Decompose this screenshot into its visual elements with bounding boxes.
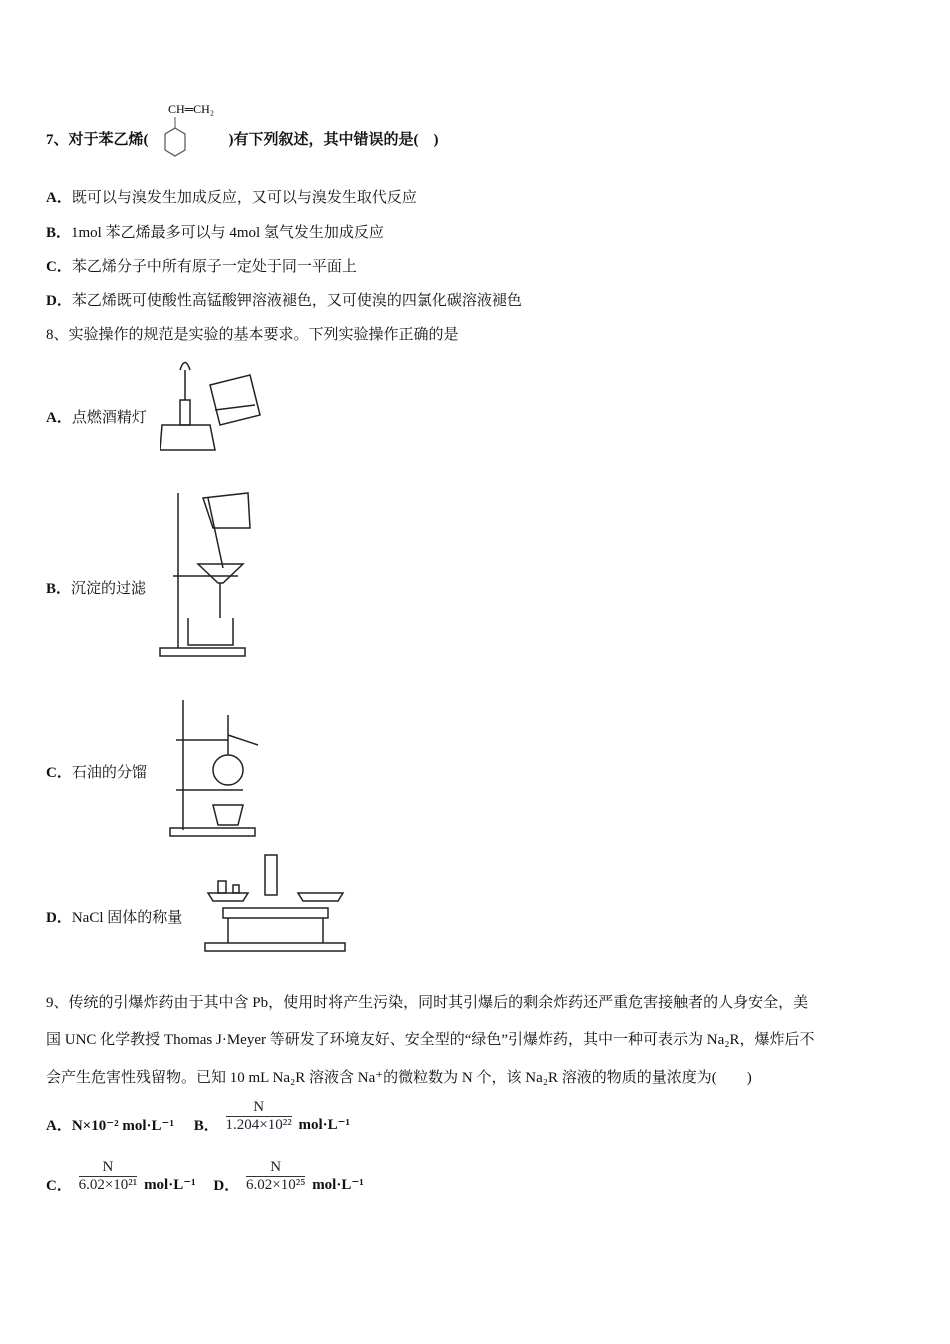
text: N <box>79 1159 138 1177</box>
q8-option-d <box>46 906 182 927</box>
q7-option-c <box>46 255 357 276</box>
text: C． <box>46 765 72 781</box>
text: 苯乙烯分子中所有原子一定处于同一平面上 <box>71 259 357 275</box>
text: N <box>246 1159 305 1177</box>
q9-option-c-fraction <box>79 1159 138 1194</box>
text: 点燃酒精灯 <box>71 410 147 426</box>
q7-prefix: 7、对于苯乙烯( <box>46 132 149 148</box>
text: 既可以与溴发生加成反应，又可以与溴发生取代反应 <box>71 190 417 206</box>
q9-option-d-letter: D． <box>213 1178 240 1194</box>
styrene-label: CH═CH₂ <box>168 102 215 116</box>
q7-option-d <box>46 289 522 310</box>
text: N×10⁻² mol·L⁻¹ <box>71 1118 174 1134</box>
q9-line-1: 9、传统的引爆炸药由于其中含 Pb，使用时将产生污染，同时其引爆后的剩余炸药还严重危害接触者的人身安全，美 <box>46 995 809 1011</box>
text: mol·L⁻¹ <box>312 1177 364 1193</box>
styrene-structure-image <box>155 98 235 163</box>
text: mol·L⁻¹ <box>298 1117 351 1133</box>
q9-option-b-fraction <box>226 1099 292 1134</box>
text: B． <box>46 225 72 241</box>
text: 1mol 苯乙烯最多可以与 4mol 氢气发生加成反应 <box>71 225 384 241</box>
q9-line-3: 会产生危害性残留物。已知 10 mL Na₂R 溶液含 Na⁺的微粒数为 N 个，该 Na₂R 溶液的物质的量浓度为( ) <box>46 1070 752 1086</box>
q9-line-2: 国 UNC 化学教授 Thomas J·Meyer 等研发了环境友好、安全型的“绿色”引爆炸药，其中一种可表示为 Na₂R，爆炸后不 <box>46 1032 815 1048</box>
q7-option-a <box>46 186 417 207</box>
text: C． <box>46 259 72 275</box>
text: A． <box>46 410 72 426</box>
text: N <box>226 1099 292 1117</box>
text: 苯乙烯既可使酸性高锰酸钾溶液褪色，又可使溴的四氯化碳溶液褪色 <box>71 293 522 309</box>
q7-suffix: )有下列叙述，其中错误的是( ) <box>228 132 439 148</box>
filtration-image <box>158 488 253 660</box>
text: B． <box>46 581 72 597</box>
q9-option-d-fraction <box>246 1159 305 1194</box>
balance-weighing-image <box>203 853 348 958</box>
text: D． <box>46 293 72 309</box>
q9-options-row-1 <box>46 1098 350 1135</box>
text: A． <box>46 190 72 206</box>
q9-option-a <box>46 1098 174 1135</box>
text: A． <box>46 1118 72 1134</box>
text: 沉淀的过滤 <box>71 581 147 597</box>
text: mol·L⁻¹ <box>144 1177 196 1193</box>
text: 1.204×10²² <box>225 1117 292 1133</box>
q8-option-c <box>46 761 147 782</box>
distillation-image <box>168 695 263 840</box>
lighting-alcohol-lamp-image <box>160 355 270 457</box>
question-7-stem <box>46 128 439 149</box>
text: D． <box>46 910 72 926</box>
text: 石油的分馏 <box>71 765 147 781</box>
q8-option-b <box>46 577 146 598</box>
text: 6.02×10²⁵ <box>246 1177 306 1193</box>
q9-options-row-2 <box>46 1158 364 1195</box>
text: 6.02×10²¹ <box>78 1177 138 1193</box>
q9-option-c-letter: C． <box>46 1178 72 1194</box>
question-8-stem: 8、实验操作的规范是实验的基本要求。下列实验操作正确的是 <box>46 327 459 343</box>
q7-option-b <box>46 221 384 242</box>
q9-option-b-letter: B． <box>193 1118 219 1134</box>
q8-option-a <box>46 406 147 427</box>
text: NaCl 固体的称量 <box>71 910 183 926</box>
